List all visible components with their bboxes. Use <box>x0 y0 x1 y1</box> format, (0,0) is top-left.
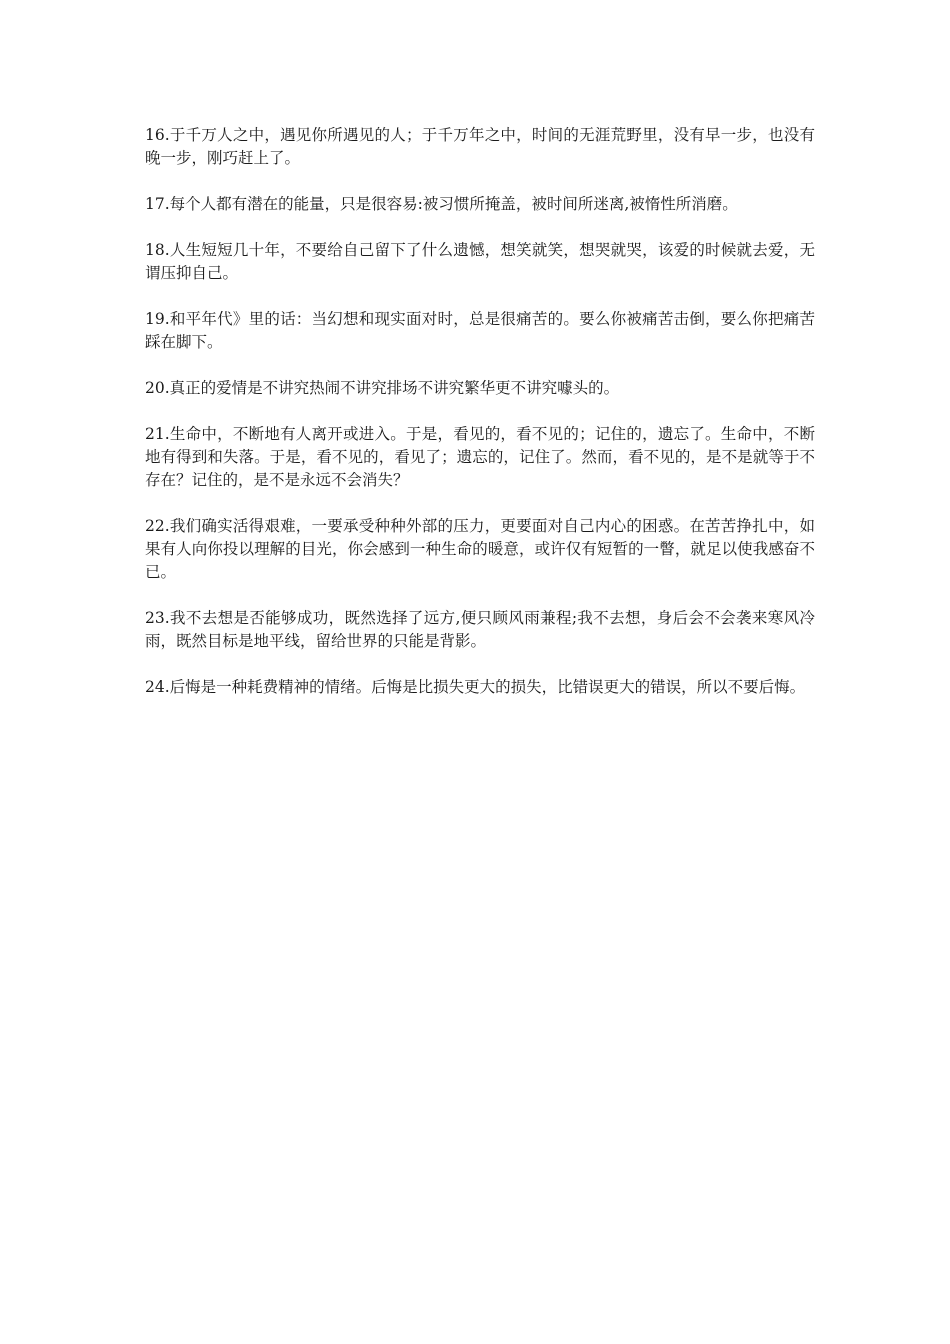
paragraph-24: 24.后悔是一种耗费精神的情绪。后悔是比损失更大的损失，比错误更大的错误，所以不要后悔。 <box>145 678 806 696</box>
paragraph-23: 23.我不去想是否能够成功，既然选择了远方,便只顾风雨兼程;我不去想，身后会不会袭来寒风冷雨，既然目标是地平线，留给世界的只能是背影。 <box>145 609 815 650</box>
paragraph-22: 22.我们确实活得艰难，一要承受种种外部的压力，更要面对自己内心的困惑。在苦苦挣扎中，如果有人向你投以理解的目光，你会感到一种生命的暖意，或许仅有短暂的一瞥，就足以使我感奋不已。 <box>145 517 815 581</box>
document-body <box>145 124 815 722</box>
paragraph-19: 19.和平年代》里的话：当幻想和现实面对时，总是很痛苦的。要么你被痛苦击倒，要么你把痛苦踩在脚下。 <box>145 310 815 351</box>
paragraph-21: 21.生命中，不断地有人离开或进入。于是，看见的，看不见的；记住的，遗忘了。生命中，不断地有得到和失落。于是，看不见的，看见了；遗忘的，记住了。然而，看不见的，是不是就等于不存在？记住的，是不是永远不会消失？ <box>145 425 815 489</box>
paragraph-20: 20.真正的爱情是不讲究热闹不讲究排场不讲究繁华更不讲究噱头的。 <box>145 379 620 397</box>
paragraph-17: 17.每个人都有潜在的能量，只是很容易:被习惯所掩盖，被时间所迷离,被惰性所消磨。 <box>145 195 738 213</box>
paragraph-18: 18.人生短短几十年，不要给自己留下了什么遗憾，想笑就笑，想哭就哭，该爱的时候就去爱，无谓压抑自己。 <box>145 241 815 282</box>
paragraph-16: 16.于千万人之中，遇见你所遇见的人；于千万年之中，时间的无涯荒野里，没有早一步，也没有晚一步，刚巧赶上了。 <box>145 126 815 167</box>
